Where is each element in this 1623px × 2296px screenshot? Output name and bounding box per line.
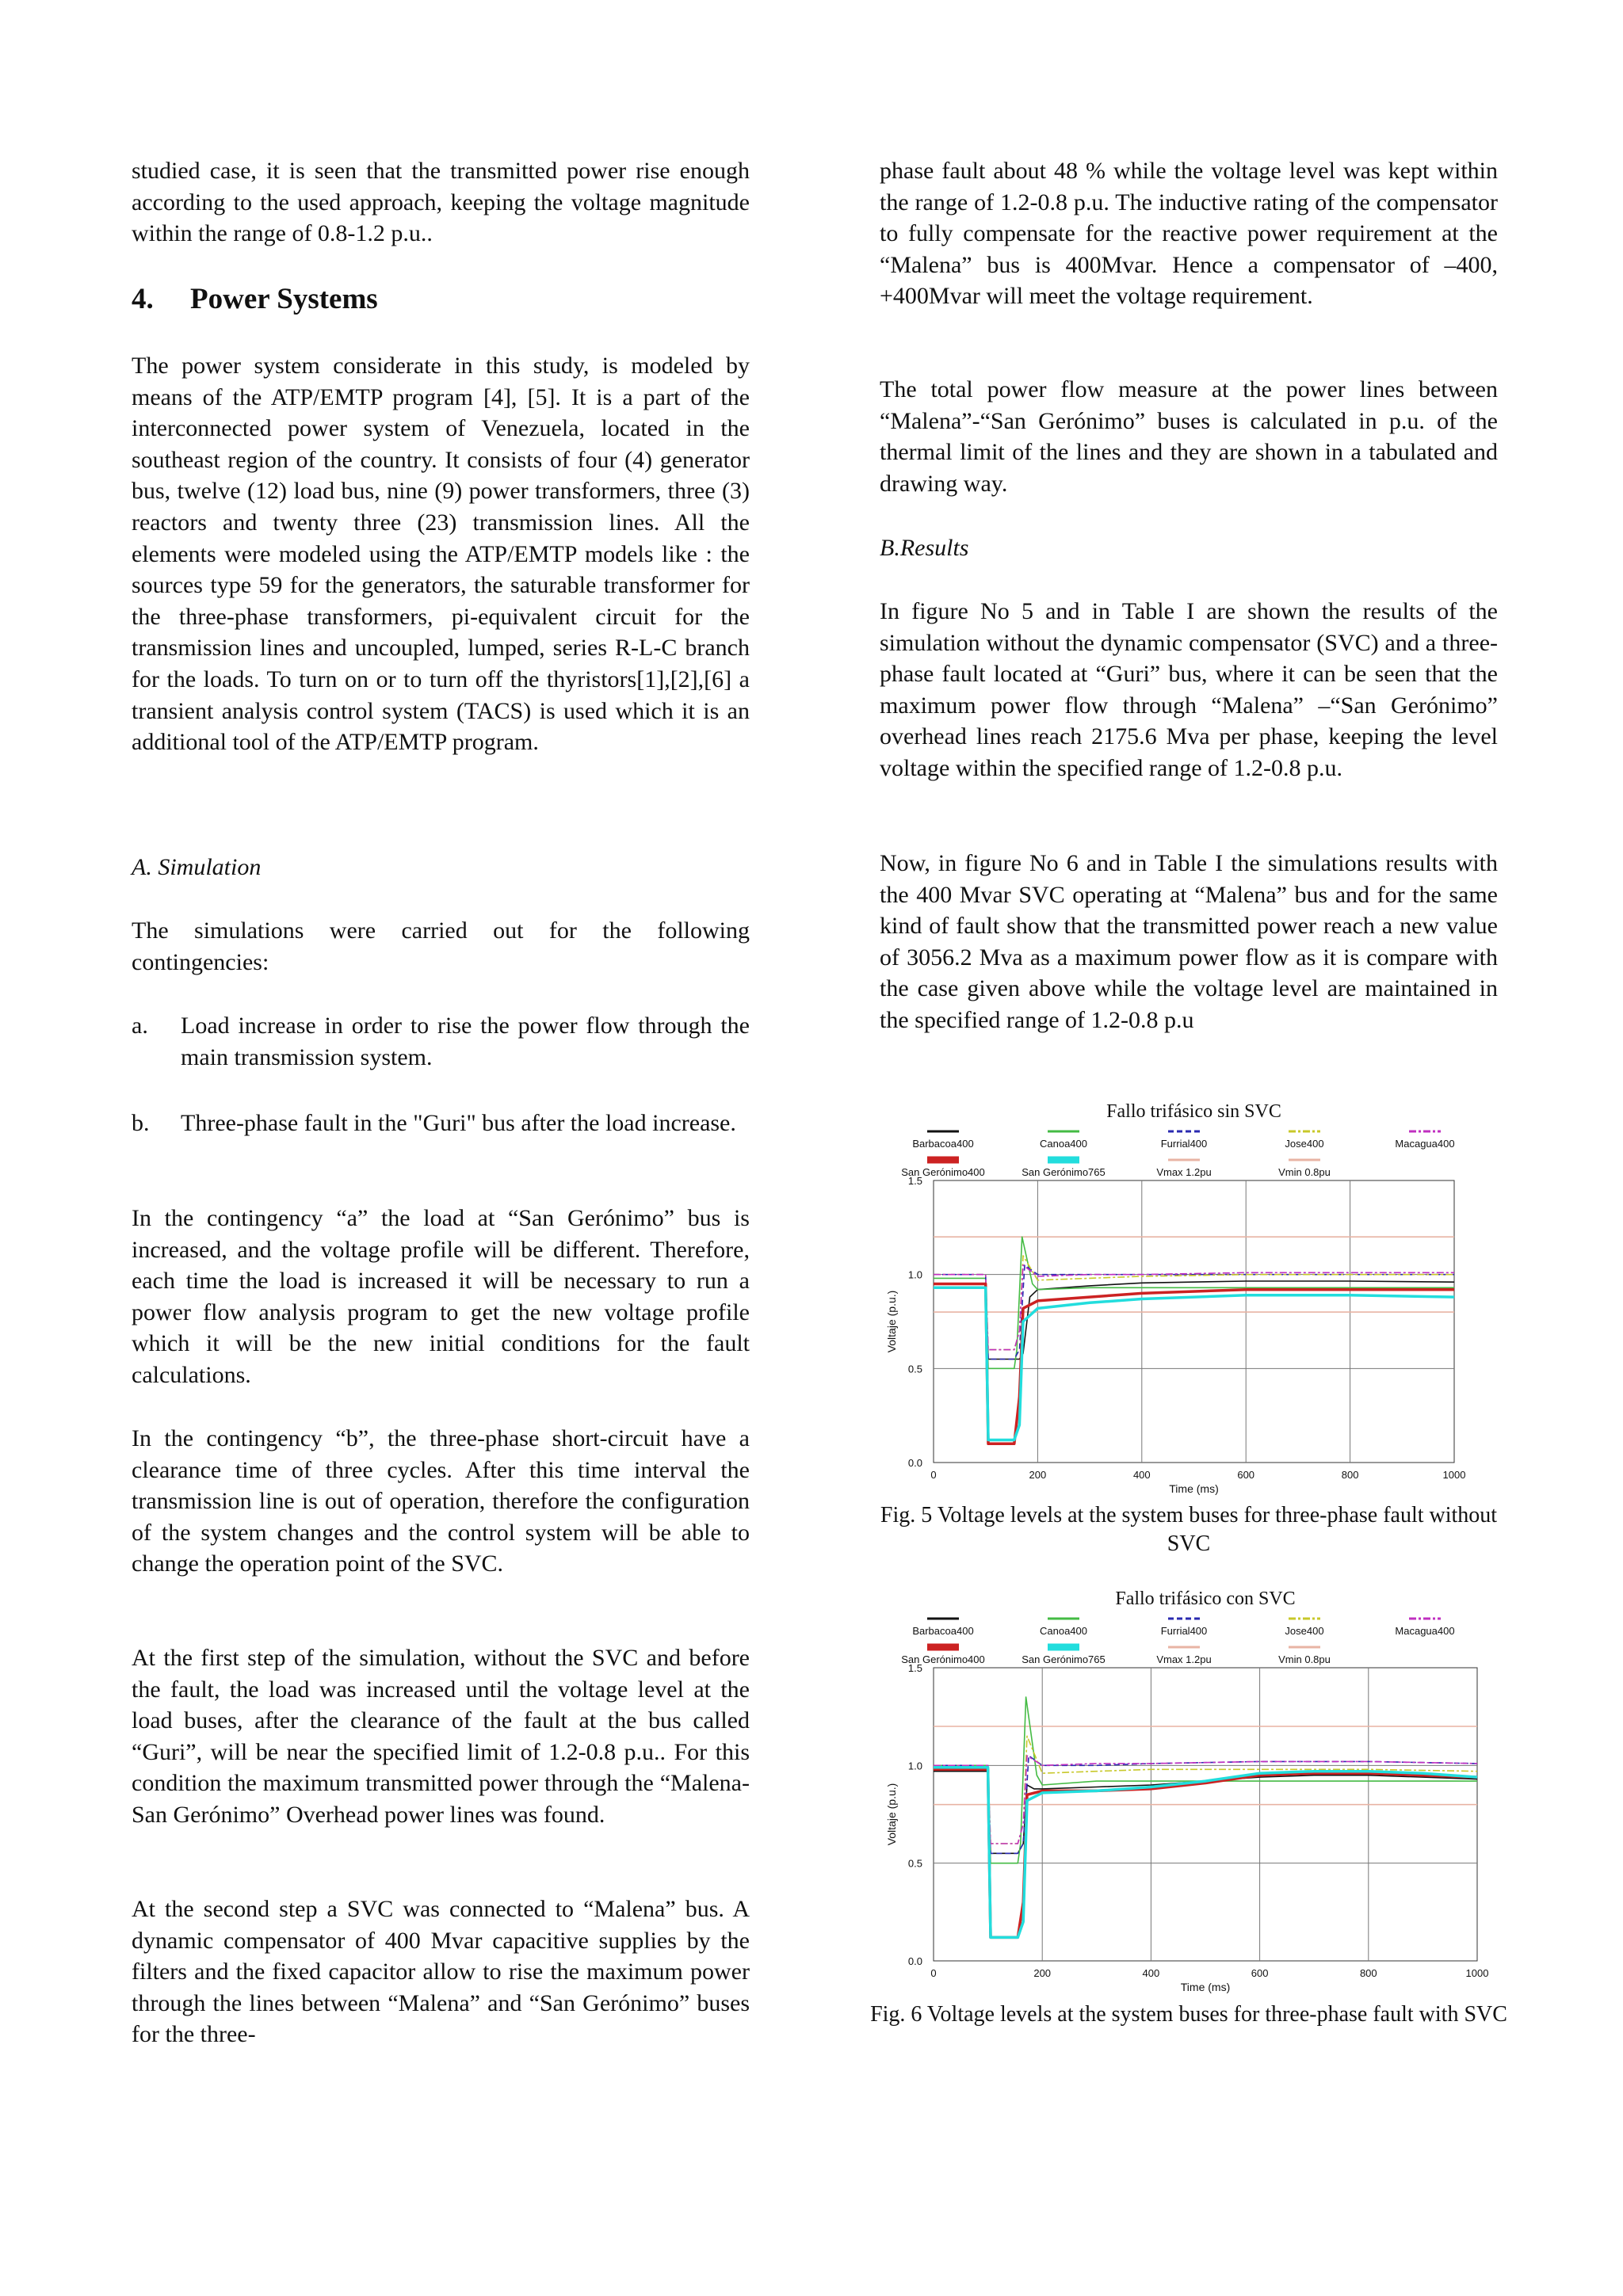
subsection-simulation: A. Simulation [132,854,262,880]
section-heading [132,282,378,316]
legend-label: San Gerónimo765 [1022,1653,1106,1665]
legend-label: Macagua400 [1395,1138,1455,1150]
paragraph-power-system: The power system considerate in this study, is modeled by means of the ATP/EMTP program [4], [5]. It is a part of the interconnected power system of Venezuela, located in the southeast region of the country. It consists of four (4) generator bus, twelve (12) load bus, nine (9) power transformers, three (3) reactors and twenty three (23) transmission lines. All the elements were modeled using the ATP/EMTP models like : the sources type 59 for the generators, the saturable transformer for the three-phase transformers, pi-equivalent circuit for the transmission lines and uncoupled, lumped, series R-L-C branch for the loads. To turn on or to turn off the thyristors[1],[2],[6] a transient analysis control system (TACS) is used which it is an additional tool of the ATP/EMTP program. [132,353,750,756]
x-tick-label: 600 [1237,1469,1255,1481]
plot-area [934,1180,1454,1463]
legend-label: Canoa400 [1040,1625,1087,1637]
paragraph-contingencies: The simulations were carried out for the following contingencies: [132,917,750,975]
x-tick-label: 800 [1359,1967,1377,1979]
figure-5-caption: Fig. 5 Voltage levels at the system buses for three-phase fault without SVC [880,1503,1498,1556]
voltage-chart-with-svc [880,1581,1498,2000]
x-tick-label: 1000 [1465,1967,1489,1979]
x-tick-label: 0 [930,1967,937,1979]
paragraph-results-fig5: In figure No 5 and in Table I are shown the results of the simulation without the dynamic compensator (SVC) and a three-phase fault located at “Guri” bus, where it can be seen that the maximum power flow through “Malena” –“San Gerónimo” overhead lines reach 2175.6 Mva per phase, keeping the level voltage within the specified range of 1.2-0.8 p.u. [880,598,1498,781]
y-tick-label: 0.0 [907,1457,922,1469]
x-tick-label: 400 [1132,1469,1151,1481]
legend-label: San Gerónimo765 [1022,1166,1106,1178]
x-axis-label: Time (ms) [1169,1482,1219,1495]
y-tick-label: 0.5 [907,1363,922,1375]
list-marker: b. [132,1110,150,1136]
x-tick-label: 200 [1029,1469,1047,1481]
legend-label: Barbacoa400 [912,1625,974,1637]
legend-label: Canoa400 [1040,1138,1087,1150]
legend-label: Jose400 [1285,1138,1324,1150]
legend-label: Vmin 0.8pu [1278,1653,1331,1665]
legend-label: Barbacoa400 [912,1138,974,1150]
y-tick-label: 1.5 [907,1662,922,1674]
list-item-text: Three-phase fault in the "Guri" bus after the load increase. [181,1110,736,1136]
legend-label: Furrial400 [1160,1138,1208,1150]
paragraph-first-step: At the first step of the simulation, without the SVC and before the fault, the load was increased until the voltage level at the load buses, after the clearance of the fault at the bus called “Guri”, will be near the specified limit of 1.2-0.8 p.u.. For this condition the maximum transmitted power through the “Malena-San Gerónimo” Overhead power lines was found. [132,1645,750,1828]
figure-6 [880,1581,1498,2000]
paragraph-second-step: At the second step a SVC was connected to “Malena” bus. A dynamic compensator of 400 Mvar capacitive supplies by the filters and the fixed capacitor allow to rise the maximum power through the lines between “Malena” and “San Gerónimo” buses for the three- [132,1896,750,2048]
x-tick-label: 600 [1251,1967,1269,1979]
x-tick-label: 1000 [1442,1469,1466,1481]
section-title: Power Systems [190,283,378,315]
chart-title: Fallo trifásico con SVC [1115,1589,1296,1609]
legend-label: Jose400 [1285,1625,1324,1637]
legend-label: Furrial400 [1160,1625,1208,1637]
y-tick-label: 0.0 [907,1955,922,1967]
y-axis-label: Voltaje (p.u.) [885,1290,898,1353]
y-tick-label: 0.5 [907,1857,922,1870]
subsection-results: B.Results [880,535,969,561]
paragraph-power-flow: The total power flow measure at the power lines between “Malena”-“San Gerónimo” buses is calculated in p.u. of the thermal limit of the lines and they are shown in a tabulated and drawing way. [880,376,1498,497]
figure-6-caption: Fig. 6 Voltage levels at the system buses for three-phase fault with SVC [870,2002,1507,2027]
x-tick-label: 200 [1033,1967,1052,1979]
x-tick-label: 0 [930,1469,937,1481]
paragraph-intro-cont: studied case, it is seen that the transmitted power rise enough according to the used approach, keeping the voltage magnitude within the range of 0.8-1.2 p.u.. [132,158,750,247]
section-number: 4. [132,283,154,315]
x-tick-label: 800 [1341,1469,1359,1481]
paragraph-contingency-b: In the contingency “b”, the three-phase short-circuit have a clearance time of three cycles. After this time interval the transmission line is out of operation, therefore the configuration of the system changes and the control system will be able to change the operation point of the SVC. [132,1425,750,1577]
x-axis-label: Time (ms) [1180,1981,1231,1993]
legend-label: Macagua400 [1395,1625,1455,1637]
legend-label: Vmin 0.8pu [1278,1166,1331,1178]
voltage-chart-without-svc [880,1093,1498,1497]
paragraph-fault-cont: phase fault about 48 % while the voltage level was kept within the range of 1.2-0.8 p.u. The inductive rating of the compensator to fully compensate for the reactive power requirement at the “Malena” bus is 400Mvar. Hence a compensator of –400, +400Mvar will meet the voltage requirement. [880,158,1498,310]
legend-label: Vmax 1.2pu [1156,1166,1212,1178]
chart-title: Fallo trifásico sin SVC [1106,1101,1281,1122]
y-tick-label: 1.5 [907,1175,922,1187]
y-axis-label: Voltaje (p.u.) [885,1783,898,1846]
legend-label: San Gerónimo400 [901,1166,985,1178]
list-item-text: Load increase in order to rise the power flow through the main transmission system. [181,1013,750,1070]
legend-label: San Gerónimo400 [901,1653,985,1665]
paragraph-results-fig6: Now, in figure No 6 and in Table I the simulations results with the 400 Mvar SVC operating at “Malena” bus and for the same kind of fault show that the transmitted power reach a new value of 3056.2 Mva as a maximum power flow as it is compare with the case given above while the voltage level are maintained in the specified range of 1.2-0.8 p.u [880,850,1498,1033]
figure-5 [880,1093,1498,1497]
x-tick-label: 400 [1142,1967,1160,1979]
y-tick-label: 1.0 [907,1760,922,1772]
legend-label: Vmax 1.2pu [1156,1653,1212,1665]
plot-area [934,1668,1477,1961]
paragraph-contingency-a: In the contingency “a” the load at “San Gerónimo” bus is increased, and the voltage profile will be different. Therefore, each time the load is increased it will be necessary to run a power flow analysis program to get the new voltage profile which it will be the new initial conditions for the fault calculations. [132,1205,750,1388]
y-tick-label: 1.0 [907,1268,922,1281]
list-marker: a. [132,1013,148,1039]
list-item [132,1108,750,1139]
list-item [132,1010,750,1073]
